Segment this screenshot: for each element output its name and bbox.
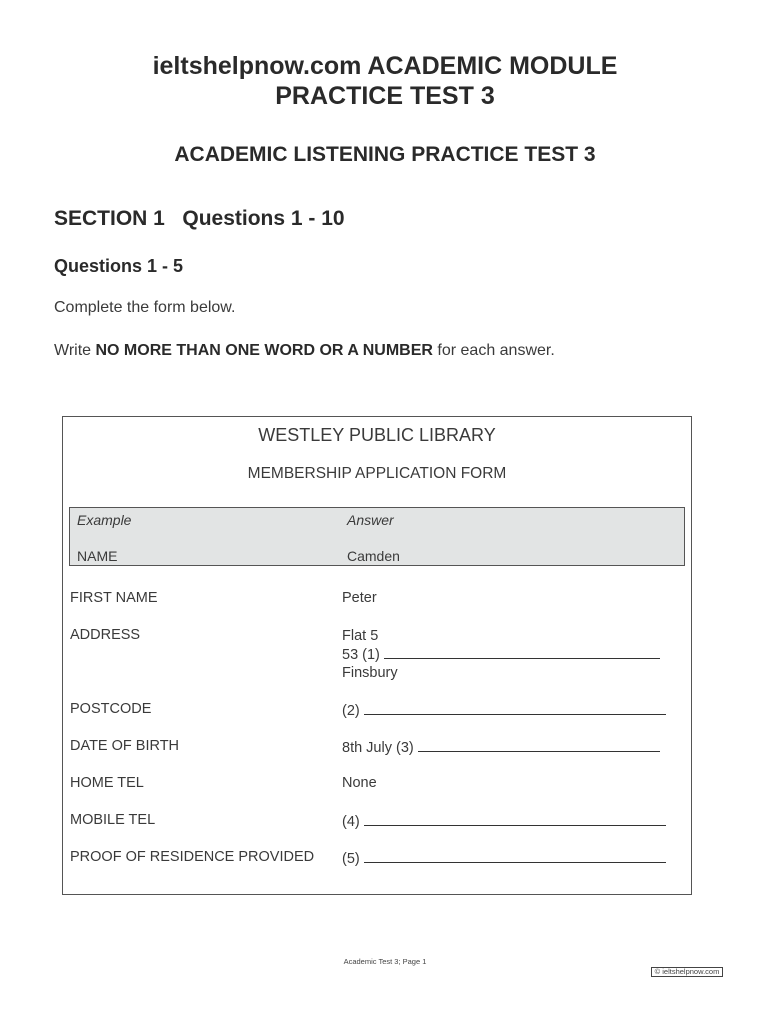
answer-number: 53 (1) [342, 647, 380, 663]
answer-header: Answer [347, 512, 394, 528]
instruction-word-limit [54, 342, 555, 360]
answer-number: (4) [342, 814, 360, 830]
section-heading: SECTION 1 Questions 1 - 10 [54, 207, 345, 230]
document-subtitle: ACADEMIC LISTENING PRACTICE TEST 3 [174, 143, 596, 166]
membership-form [62, 416, 692, 895]
page-footer-label: Academic Test 3; Page 1 [343, 957, 427, 966]
answer-blank-2[interactable] [364, 701, 666, 715]
document-title-line1: ieltshelpnow.com ACADEMIC MODULE [152, 52, 618, 80]
address-line-3: Finsbury [342, 665, 398, 681]
form-subtitle: MEMBERSHIP APPLICATION FORM [247, 465, 507, 482]
answer-blank-4[interactable] [364, 812, 666, 826]
answer-number: (2) [342, 703, 360, 719]
instruction-complete-form: Complete the form below. [54, 299, 236, 316]
field-label: POSTCODE [70, 701, 152, 717]
answer-number: (5) [342, 851, 360, 867]
answer-blank-1[interactable] [384, 645, 660, 659]
address-value [342, 627, 660, 682]
questions-heading: Questions 1 - 5 [54, 256, 184, 276]
field-value [342, 701, 666, 719]
instruction-suffix: for each answer. [432, 342, 555, 359]
instruction-emphasis: NO MORE THAN ONE WORD OR A NUMBER [95, 342, 433, 359]
document-title-line2: PRACTICE TEST 3 [275, 82, 495, 110]
field-value [342, 812, 666, 830]
address-line-2 [342, 645, 660, 664]
field-value [342, 849, 666, 867]
field-label: MOBILE TEL [70, 812, 156, 828]
field-label: DATE OF BIRTH [70, 738, 180, 754]
copyright-badge: © ieltshelpnow.com [651, 967, 723, 977]
field-label: PROOF OF RESIDENCE PROVIDED [70, 849, 315, 865]
answer-blank-3[interactable] [418, 738, 660, 752]
example-box [69, 507, 685, 566]
field-label: HOME TEL [70, 775, 144, 791]
field-label: FIRST NAME [70, 590, 158, 606]
answer-blank-5[interactable] [364, 849, 666, 863]
example-value: Camden [347, 548, 400, 564]
field-value: Peter [342, 590, 377, 606]
address-line-1: Flat 5 [342, 628, 379, 644]
instruction-prefix: Write [54, 342, 96, 359]
answer-number: 8th July (3) [342, 740, 414, 756]
field-value: None [342, 775, 377, 791]
field-value [342, 738, 660, 756]
example-label: NAME [77, 548, 118, 564]
form-title: WESTLEY PUBLIC LIBRARY [258, 425, 496, 445]
field-label: ADDRESS [70, 627, 141, 643]
example-header: Example [77, 512, 132, 528]
